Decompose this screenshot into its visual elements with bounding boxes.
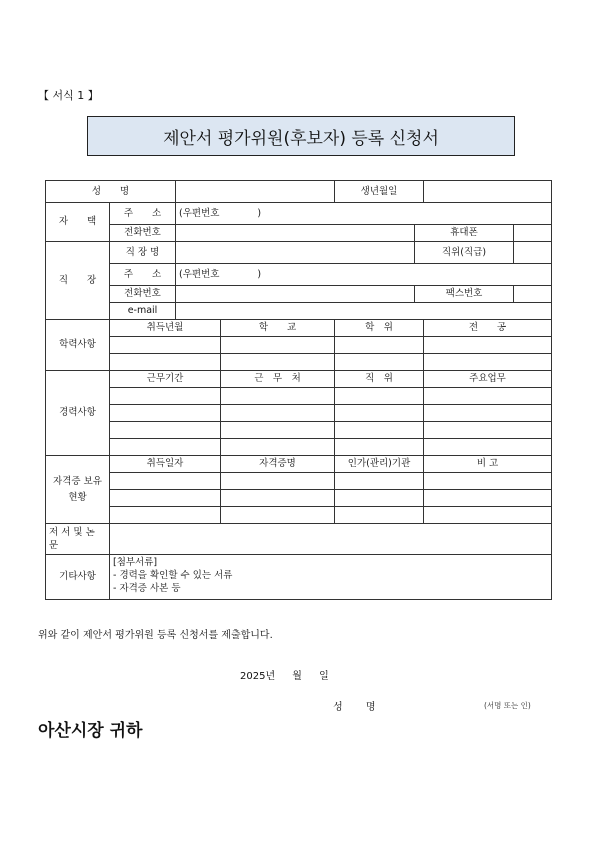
other-section-label: 기타사항 bbox=[46, 555, 110, 600]
application-form-table bbox=[45, 180, 552, 600]
career-cell[interactable] bbox=[110, 439, 221, 456]
certificate-header-remarks: 비 고 bbox=[424, 456, 552, 473]
email-field[interactable] bbox=[176, 303, 552, 320]
education-cell[interactable] bbox=[221, 354, 335, 371]
fax-field[interactable] bbox=[514, 286, 552, 303]
career-header-duties: 주요업무 bbox=[424, 371, 552, 388]
education-row bbox=[46, 337, 552, 354]
fax-label: 팩스번호 bbox=[415, 286, 514, 303]
career-cell[interactable] bbox=[424, 405, 552, 422]
career-header-period: 근무기간 bbox=[110, 371, 221, 388]
work-address-field[interactable]: (우편번호 ) bbox=[176, 264, 552, 286]
career-cell[interactable] bbox=[424, 439, 552, 456]
certificate-header-issuer: 인가(관리)기관 bbox=[335, 456, 424, 473]
career-cell[interactable] bbox=[110, 388, 221, 405]
work-section-label: 직 장 bbox=[46, 242, 110, 320]
attachment-heading: [첨부서류] bbox=[113, 557, 158, 568]
certificate-header-date: 취득일자 bbox=[110, 456, 221, 473]
education-cell[interactable] bbox=[110, 354, 221, 371]
education-cell[interactable] bbox=[110, 337, 221, 354]
attachment-item: - 경력을 확인할 수 있는 서류 bbox=[113, 570, 233, 581]
career-cell[interactable] bbox=[424, 422, 552, 439]
certificate-cell[interactable] bbox=[221, 507, 335, 524]
publications-field[interactable] bbox=[110, 524, 552, 555]
career-header-position: 직 위 bbox=[335, 371, 424, 388]
career-row bbox=[46, 439, 552, 456]
certificate-row bbox=[46, 490, 552, 507]
career-section-label: 경력사항 bbox=[46, 371, 110, 456]
certificate-row bbox=[46, 507, 552, 524]
recipient: 아산시장 귀하 bbox=[38, 721, 143, 741]
home-address-field[interactable]: (우편번호 ) bbox=[176, 203, 552, 225]
publications-label: 저 서 및 논 문 bbox=[46, 524, 110, 555]
career-cell[interactable] bbox=[221, 439, 335, 456]
attachment-item: - 자격증 사본 등 bbox=[113, 583, 181, 594]
certificate-cell[interactable] bbox=[110, 507, 221, 524]
career-cell[interactable] bbox=[110, 405, 221, 422]
career-cell[interactable] bbox=[424, 388, 552, 405]
birthdate-label: 생년월일 bbox=[335, 181, 424, 203]
certificate-cell[interactable] bbox=[335, 473, 424, 490]
certificate-cell[interactable] bbox=[221, 473, 335, 490]
form-title-text: 제안서 평가위원(후보자) 등록 신청서 bbox=[163, 128, 439, 149]
work-phone-label: 전화번호 bbox=[110, 286, 176, 303]
career-row bbox=[46, 388, 552, 405]
mobile-label: 휴대폰 bbox=[415, 225, 514, 242]
education-header-date: 취득년월 bbox=[110, 320, 221, 337]
date-line: 2025년 월 일 bbox=[240, 671, 329, 682]
education-cell[interactable] bbox=[424, 354, 552, 371]
career-cell[interactable] bbox=[335, 405, 424, 422]
career-row bbox=[46, 405, 552, 422]
education-header-degree: 학 위 bbox=[335, 320, 424, 337]
name-label: 성 명 bbox=[46, 181, 176, 203]
work-address-label: 주 소 bbox=[110, 264, 176, 286]
education-cell[interactable] bbox=[335, 354, 424, 371]
certificate-section-label: 자격증 보유현황 bbox=[46, 456, 110, 524]
company-field[interactable] bbox=[176, 242, 415, 264]
other-field[interactable] bbox=[110, 555, 552, 600]
career-cell[interactable] bbox=[335, 388, 424, 405]
certificate-cell[interactable] bbox=[335, 507, 424, 524]
home-address-label: 주 소 bbox=[110, 203, 176, 225]
mobile-field[interactable] bbox=[514, 225, 552, 242]
submission-statement: 위와 같이 제안서 평가위원 등록 신청서를 제출합니다. bbox=[38, 630, 273, 641]
certificate-cell[interactable] bbox=[110, 490, 221, 507]
certificate-cell[interactable] bbox=[424, 507, 552, 524]
home-section-label: 자 택 bbox=[46, 203, 110, 242]
certificate-header-name: 자격증명 bbox=[221, 456, 335, 473]
birthdate-field[interactable] bbox=[424, 181, 552, 203]
career-cell[interactable] bbox=[110, 422, 221, 439]
career-cell[interactable] bbox=[221, 388, 335, 405]
certificate-cell[interactable] bbox=[221, 490, 335, 507]
education-row bbox=[46, 354, 552, 371]
certificate-cell[interactable] bbox=[110, 473, 221, 490]
career-cell[interactable] bbox=[221, 422, 335, 439]
career-cell[interactable] bbox=[335, 439, 424, 456]
home-phone-label: 전화번호 bbox=[110, 225, 176, 242]
education-header-school: 학 교 bbox=[221, 320, 335, 337]
certificate-cell[interactable] bbox=[424, 490, 552, 507]
position-label: 직위(직급) bbox=[415, 242, 514, 264]
form-number-label: 【 서식 1 】 bbox=[38, 89, 99, 102]
certificate-cell[interactable] bbox=[335, 490, 424, 507]
signature-note: (서명 또는 인) bbox=[484, 701, 531, 710]
name-field[interactable] bbox=[176, 181, 335, 203]
home-phone-field[interactable] bbox=[176, 225, 415, 242]
career-cell[interactable] bbox=[221, 405, 335, 422]
education-cell[interactable] bbox=[424, 337, 552, 354]
education-header-major: 전 공 bbox=[424, 320, 552, 337]
education-cell[interactable] bbox=[221, 337, 335, 354]
certificate-cell[interactable] bbox=[424, 473, 552, 490]
email-label: e-mail bbox=[110, 303, 176, 320]
certificate-row bbox=[46, 473, 552, 490]
company-label: 직 장 명 bbox=[110, 242, 176, 264]
career-row bbox=[46, 422, 552, 439]
work-phone-field[interactable] bbox=[176, 286, 415, 303]
education-section-label: 학력사항 bbox=[46, 320, 110, 371]
career-cell[interactable] bbox=[335, 422, 424, 439]
education-cell[interactable] bbox=[335, 337, 424, 354]
form-title bbox=[87, 116, 515, 156]
position-field[interactable] bbox=[514, 242, 552, 264]
signature-label: 성 명 bbox=[333, 702, 386, 713]
career-header-workplace: 근 무 처 bbox=[221, 371, 335, 388]
